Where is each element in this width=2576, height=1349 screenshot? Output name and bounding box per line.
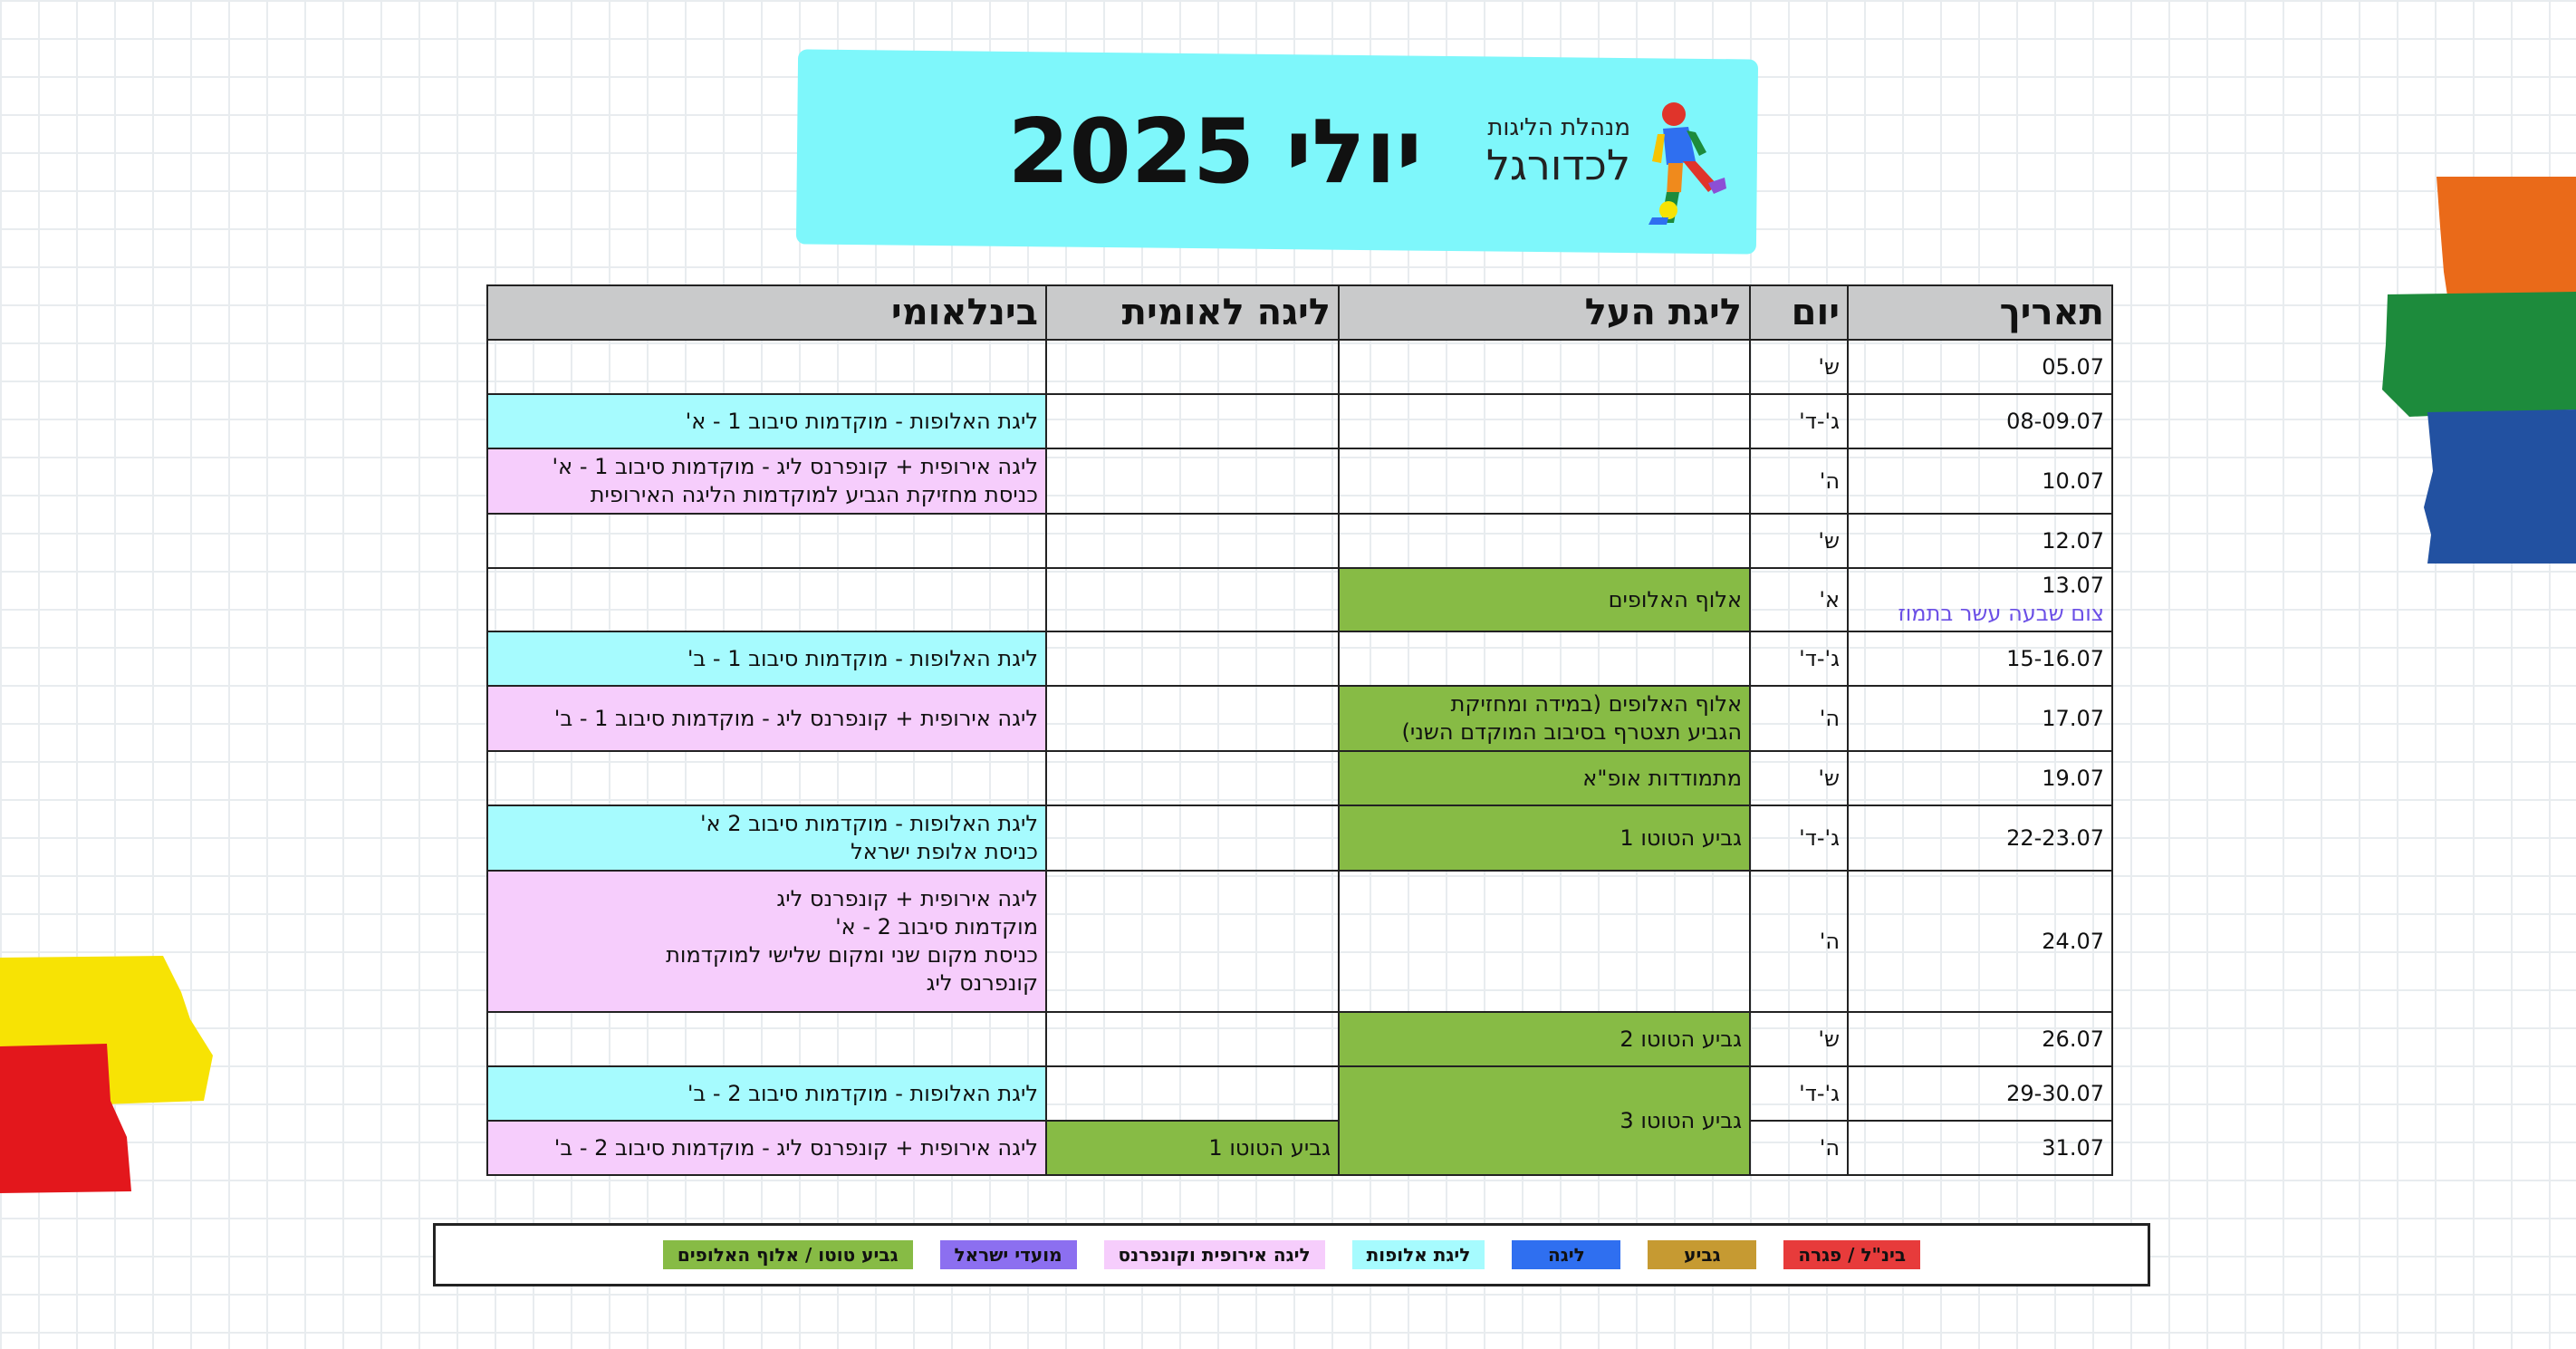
national-cell bbox=[1046, 805, 1339, 871]
premier-cell bbox=[1339, 686, 1750, 751]
international-line: כניסת מקום שני ומקום שלישי למוקדמות bbox=[666, 942, 1038, 968]
day-cell: ג'-ד' bbox=[1750, 1066, 1848, 1121]
date-cell: 15-16.07 bbox=[1848, 631, 2112, 686]
premier-cell bbox=[1339, 448, 1750, 514]
table-row bbox=[487, 394, 2112, 448]
national-cell bbox=[1046, 686, 1339, 751]
day-cell: ה' bbox=[1750, 1121, 1848, 1175]
logo-line-1: מנהלת הליגות bbox=[1487, 114, 1630, 141]
legend-chip: בינ"ל / פגרה bbox=[1783, 1240, 1920, 1269]
national-cell bbox=[1046, 751, 1339, 805]
premier-cell bbox=[1339, 871, 1750, 1012]
national-cell bbox=[1046, 631, 1339, 686]
international-cell bbox=[487, 568, 1046, 631]
day-cell: ג'-ד' bbox=[1750, 394, 1848, 448]
table-row bbox=[487, 871, 2112, 1012]
international-cell bbox=[487, 1012, 1046, 1066]
date-cell: 12.07 bbox=[1848, 514, 2112, 568]
national-cell: גביע הטוטו 1 bbox=[1046, 1121, 1339, 1175]
date-cell: 08-09.07 bbox=[1848, 394, 2112, 448]
international-line: כניסת מחזיקת הגביע למוקדמות הליגה האירופית bbox=[590, 482, 1038, 507]
date-cell bbox=[1848, 568, 2112, 631]
logo-line-2: לכדורגל bbox=[1485, 140, 1630, 189]
table-row bbox=[487, 1012, 2112, 1066]
international-line: כניסת אלופת ישראל bbox=[851, 839, 1038, 864]
date-cell: 10.07 bbox=[1848, 448, 2112, 514]
international-cell bbox=[487, 340, 1046, 394]
date-cell: 31.07 bbox=[1848, 1121, 2112, 1175]
international-cell: ליגת האלופות - מוקדמות סיבוב 2 - ב' bbox=[487, 1066, 1046, 1121]
date-cell: 17.07 bbox=[1848, 686, 2112, 751]
decorative-tape-right bbox=[2373, 172, 2576, 571]
legend-chip: מועדי ישראל bbox=[940, 1240, 1077, 1269]
day-cell: ה' bbox=[1750, 686, 1848, 751]
national-cell bbox=[1046, 394, 1339, 448]
international-cell bbox=[487, 514, 1046, 568]
international-line: קונפרנס ליג bbox=[926, 970, 1038, 996]
international-cell: ליגת האלופות - מוקדמות סיבוב 1 - ב' bbox=[487, 631, 1046, 686]
color-legend bbox=[433, 1223, 2150, 1286]
table-row bbox=[487, 1121, 2112, 1175]
day-cell: ש' bbox=[1750, 340, 1848, 394]
international-cell bbox=[487, 448, 1046, 514]
league-logo bbox=[1485, 98, 1730, 229]
national-cell bbox=[1046, 1066, 1339, 1121]
international-line: ליגת האלופות - מוקדמות סיבוב 2 א' bbox=[699, 811, 1038, 836]
day-cell: ש' bbox=[1750, 751, 1848, 805]
international-cell bbox=[487, 751, 1046, 805]
holiday-note: צום שבעה עשר בתמוז bbox=[1898, 601, 2104, 626]
legend-chip: גביע טוטו / אלוף האלופים bbox=[663, 1240, 913, 1269]
premier-cell: גביע הטוטו 1 bbox=[1339, 805, 1750, 871]
premier-cell bbox=[1339, 514, 1750, 568]
international-cell bbox=[487, 805, 1046, 871]
premier-cell: אלוף האלופים bbox=[1339, 568, 1750, 631]
international-cell bbox=[487, 871, 1046, 1012]
date-value: 13.07 bbox=[2042, 573, 2104, 598]
date-cell: 29-30.07 bbox=[1848, 1066, 2112, 1121]
schedule-table bbox=[486, 284, 2113, 1176]
header-date: תאריך bbox=[1848, 285, 2112, 340]
premier-line: אלוף האלופים (במידה ומחזיקת bbox=[1450, 691, 1742, 717]
day-cell: ש' bbox=[1750, 514, 1848, 568]
premier-cell bbox=[1339, 340, 1750, 394]
day-cell: ה' bbox=[1750, 448, 1848, 514]
legend-chip: ליגת אלופות bbox=[1352, 1240, 1485, 1269]
page-title: יולי 2025 bbox=[1007, 101, 1422, 204]
premier-cell: גביע הטוטו 2 bbox=[1339, 1012, 1750, 1066]
table-row bbox=[487, 751, 2112, 805]
table-row bbox=[487, 514, 2112, 568]
table-row bbox=[487, 340, 2112, 394]
day-cell: א' bbox=[1750, 568, 1848, 631]
day-cell: ש' bbox=[1750, 1012, 1848, 1066]
table-row bbox=[487, 631, 2112, 686]
national-cell bbox=[1046, 1012, 1339, 1066]
international-line: ליגה אירופית + קונפרנס ליג bbox=[776, 886, 1038, 911]
date-cell: 26.07 bbox=[1848, 1012, 2112, 1066]
international-cell: ליגה אירופית + קונפרנס ליג - מוקדמות סיבוב 1 - ב' bbox=[487, 686, 1046, 751]
national-cell bbox=[1046, 871, 1339, 1012]
table-row bbox=[487, 805, 2112, 871]
international-line: ליגה אירופית + קונפרנס ליג - מוקדמות סיבוב 1 - א' bbox=[552, 454, 1038, 479]
date-cell: 05.07 bbox=[1848, 340, 2112, 394]
date-cell: 22-23.07 bbox=[1848, 805, 2112, 871]
header-national-league: ליגה לאומית bbox=[1046, 285, 1339, 340]
day-cell: ג'-ד' bbox=[1750, 805, 1848, 871]
date-cell: 19.07 bbox=[1848, 751, 2112, 805]
national-cell bbox=[1046, 448, 1339, 514]
legend-chip: גביע bbox=[1648, 1240, 1756, 1269]
national-cell bbox=[1046, 514, 1339, 568]
national-cell bbox=[1046, 568, 1339, 631]
premier-cell: מתמודדות אופ"א bbox=[1339, 751, 1750, 805]
premier-cell: גביע הטוטו 3 bbox=[1339, 1066, 1750, 1175]
header-international: בינלאומי bbox=[487, 285, 1046, 340]
legend-chip: ליגה אירופית וקונפרנס bbox=[1104, 1240, 1325, 1269]
table-row bbox=[487, 686, 2112, 751]
legend-chip: ליגה bbox=[1512, 1240, 1620, 1269]
table-header-row bbox=[487, 285, 2112, 340]
premier-cell bbox=[1339, 631, 1750, 686]
premier-line: הגביע תצטרף בסיבוב המוקדם השני) bbox=[1401, 719, 1742, 745]
international-cell: ליגה אירופית + קונפרנס ליג - מוקדמות סיבוב 2 - ב' bbox=[487, 1121, 1046, 1175]
header-premier-league: ליגת העל bbox=[1339, 285, 1750, 340]
national-cell bbox=[1046, 340, 1339, 394]
table-row bbox=[487, 448, 2112, 514]
header-day: יום bbox=[1750, 285, 1848, 340]
international-cell: ליגת האלופות - מוקדמות סיבוב 1 - א' bbox=[487, 394, 1046, 448]
soccer-player-icon bbox=[1630, 98, 1730, 229]
premier-cell bbox=[1339, 394, 1750, 448]
international-line: מוקדמות סיבוב 2 - א' bbox=[835, 914, 1038, 939]
day-cell: ה' bbox=[1750, 871, 1848, 1012]
legend-items bbox=[436, 1226, 2148, 1284]
decorative-tape-left bbox=[0, 956, 217, 1196]
table-row bbox=[487, 568, 2112, 631]
date-cell: 24.07 bbox=[1848, 871, 2112, 1012]
day-cell: ג'-ד' bbox=[1750, 631, 1848, 686]
table-row bbox=[487, 1066, 2112, 1121]
logo-text bbox=[1486, 114, 1630, 188]
